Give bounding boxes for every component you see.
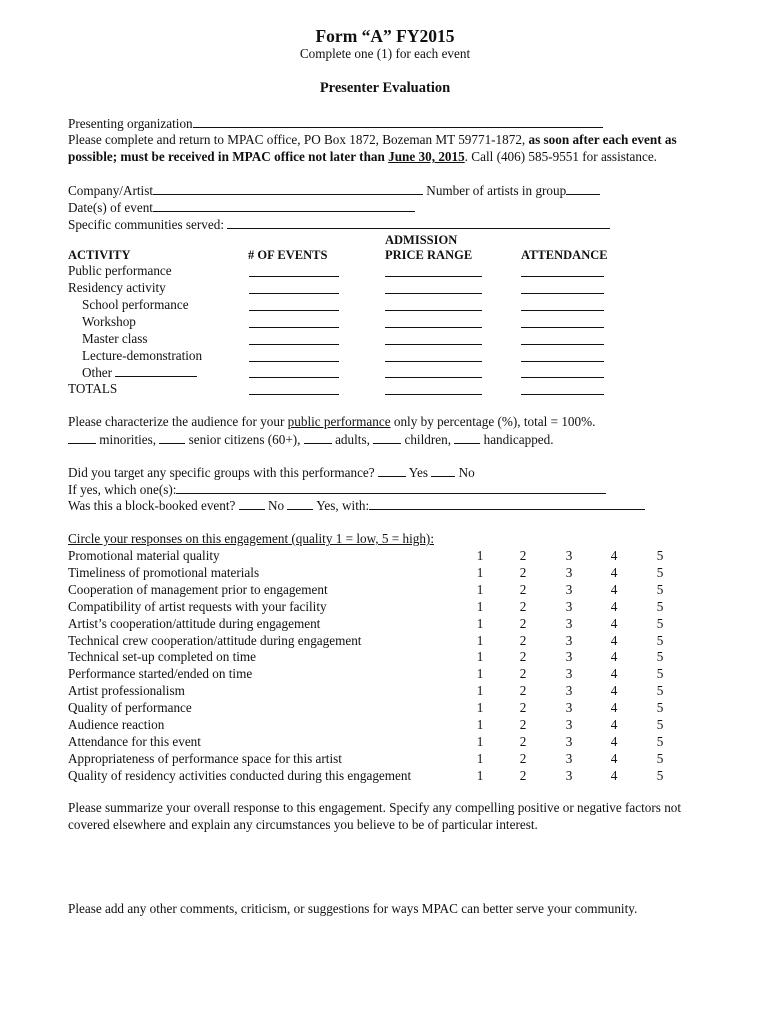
- rating-option-2[interactable]: 2: [519, 768, 527, 783]
- rating-option-3[interactable]: 3: [565, 768, 573, 783]
- rating-item-label: Compatibility of artist requests with your facility: [68, 599, 327, 614]
- col-admission-2: PRICE RANGE: [385, 248, 473, 262]
- intro-line-1: [68, 132, 677, 148]
- summary-line-1: Please summarize your overall response to this engagement. Specify any compelling positive or negative factors not: [68, 800, 682, 815]
- summary-line-2: covered elsewhere and explain any circumstances you believe to be of particular interest.: [68, 817, 538, 832]
- rating-item-label: Technical crew cooperation/attitude during engagement: [68, 633, 362, 648]
- activity-row-label: School performance: [82, 297, 189, 312]
- col-attendance: ATTENDANCE: [521, 248, 608, 262]
- rating-option-5[interactable]: 5: [656, 666, 664, 681]
- audience-line-2: [68, 431, 554, 448]
- activity-other-row: [82, 364, 197, 381]
- rating-option-3[interactable]: 3: [565, 751, 573, 766]
- communities-label: Specific communities served:: [68, 217, 225, 232]
- block-booked-question: Was this a block-booked event?: [68, 498, 236, 513]
- minorities-field[interactable]: [68, 431, 96, 444]
- target-yes-field[interactable]: [378, 464, 406, 477]
- block-booked-with-field[interactable]: [369, 497, 645, 510]
- rating-option-4[interactable]: 4: [610, 683, 618, 698]
- rating-option-3[interactable]: 3: [565, 734, 573, 749]
- audience-text-underlined: public performance: [287, 414, 391, 429]
- audience-text-a: Please characterize the audience for your: [68, 414, 285, 429]
- rating-option-4[interactable]: 4: [610, 548, 618, 563]
- events-field[interactable]: [249, 327, 339, 328]
- rating-option-2[interactable]: 2: [519, 616, 527, 631]
- form-subtitle: Complete one (1) for each event: [299, 46, 471, 61]
- handicapped-field[interactable]: [454, 431, 480, 444]
- company-artist-label: Company/Artist: [68, 183, 153, 198]
- events-field[interactable]: [249, 394, 339, 395]
- rating-item-label: Quality of residency activities conducted during this engagement: [68, 768, 412, 783]
- events-field[interactable]: [249, 377, 339, 378]
- rating-option-4[interactable]: 4: [610, 751, 618, 766]
- rating-option-3[interactable]: 3: [565, 582, 573, 597]
- rating-item-label: Artist professionalism: [68, 683, 185, 698]
- rating-item-label: Artist’s cooperation/attitude during engagement: [68, 616, 321, 631]
- rating-option-5[interactable]: 5: [656, 582, 664, 597]
- rating-option-2[interactable]: 2: [519, 565, 527, 580]
- rating-option-1[interactable]: 1: [476, 599, 484, 614]
- communities-row: [68, 216, 610, 233]
- price-field[interactable]: [385, 276, 482, 277]
- audience-text-b: only by percentage (%), total = 100%.: [393, 414, 596, 429]
- events-field[interactable]: [249, 361, 339, 362]
- number-of-artists-field[interactable]: [566, 182, 600, 195]
- target-row: [68, 464, 475, 481]
- company-artist-field[interactable]: [153, 182, 423, 195]
- rating-option-4[interactable]: 4: [610, 582, 618, 597]
- events-field[interactable]: [249, 293, 339, 294]
- rating-option-4[interactable]: 4: [610, 599, 618, 614]
- attendance-field[interactable]: [521, 310, 604, 311]
- section-title: Presenter Evaluation: [319, 80, 451, 96]
- rating-item-label: Attendance for this event: [68, 734, 201, 749]
- attendance-field[interactable]: [521, 327, 604, 328]
- rating-option-1[interactable]: 1: [476, 666, 484, 681]
- intro-line-1-text: Please complete and return to MPAC office, PO Box 1872, Bozeman MT 59771-1872,: [68, 132, 526, 147]
- rating-option-5[interactable]: 5: [656, 633, 664, 648]
- which-label: If yes, which one(s):: [68, 482, 177, 497]
- presenting-org-label: Presenting organization: [68, 116, 193, 131]
- rating-option-5[interactable]: 5: [656, 683, 664, 698]
- attendance-field[interactable]: [521, 377, 604, 378]
- rating-option-1[interactable]: 1: [476, 582, 484, 597]
- activity-row-label: Public performance: [68, 263, 172, 278]
- block-booked-no-field[interactable]: [239, 497, 265, 510]
- rating-option-1[interactable]: 1: [476, 683, 484, 698]
- rating-option-3[interactable]: 3: [565, 616, 573, 631]
- rating-option-1[interactable]: 1: [476, 616, 484, 631]
- seniors-label: senior citizens (60+),: [188, 432, 301, 447]
- adults-label: adults,: [335, 432, 370, 447]
- col-events: # OF EVENTS: [248, 248, 328, 262]
- price-field[interactable]: [385, 344, 482, 345]
- ratings-instruction: Circle your responses on this engagement (quality 1 = low, 5 = high):: [68, 531, 434, 546]
- presenting-org-row: [68, 115, 603, 132]
- deadline-date: June 30, 2015: [388, 149, 465, 164]
- price-field[interactable]: [385, 293, 482, 294]
- attendance-field[interactable]: [521, 276, 604, 277]
- rating-option-5[interactable]: 5: [656, 751, 664, 766]
- rating-option-5[interactable]: 5: [656, 565, 664, 580]
- rating-option-3[interactable]: 3: [565, 633, 573, 648]
- activity-row-label: Residency activity: [68, 280, 166, 295]
- handicapped-label: handicapped.: [483, 432, 554, 447]
- rating-option-4[interactable]: 4: [610, 717, 618, 732]
- events-field[interactable]: [249, 310, 339, 311]
- block-booked-no-label: No: [268, 498, 285, 513]
- col-admission-1: ADMISSION: [385, 233, 458, 247]
- target-question: Did you target any specific groups with this performance?: [68, 465, 375, 480]
- minorities-label: minorities,: [99, 432, 157, 447]
- form-title: Form “A” FY2015: [315, 26, 455, 46]
- price-field[interactable]: [385, 377, 482, 378]
- attendance-field[interactable]: [521, 394, 604, 395]
- dates-field[interactable]: [153, 199, 415, 212]
- communities-field[interactable]: [227, 216, 610, 229]
- rating-option-5[interactable]: 5: [656, 734, 664, 749]
- activity-row-label: TOTALS: [68, 381, 118, 396]
- price-field[interactable]: [385, 327, 482, 328]
- rating-item-label: Appropriateness of performance space for this artist: [68, 751, 342, 766]
- rating-option-5[interactable]: 5: [656, 599, 664, 614]
- rating-option-2[interactable]: 2: [519, 649, 527, 664]
- rating-option-2[interactable]: 2: [519, 717, 527, 732]
- seniors-field[interactable]: [159, 431, 185, 444]
- rating-option-2[interactable]: 2: [519, 683, 527, 698]
- intro-line-2-bold: possible; must be received in MPAC office not later than: [68, 149, 385, 164]
- rating-option-5[interactable]: 5: [656, 616, 664, 631]
- rating-option-5[interactable]: 5: [656, 717, 664, 732]
- price-field[interactable]: [385, 394, 482, 395]
- col-activity: ACTIVITY: [68, 248, 131, 262]
- rating-item-label: Technical set-up completed on time: [68, 649, 257, 664]
- rating-item-label: Cooperation of management prior to engagement: [68, 582, 328, 597]
- events-field[interactable]: [249, 344, 339, 345]
- activity-row-label: Lecture-demonstration: [82, 348, 203, 363]
- activity-row-label: Other: [82, 365, 113, 380]
- activity-row-label: Workshop: [82, 314, 136, 329]
- rating-option-2[interactable]: 2: [519, 599, 527, 614]
- attendance-field[interactable]: [521, 344, 604, 345]
- number-of-artists-label: Number of artists in group: [426, 183, 567, 198]
- block-booked-yes-field[interactable]: [287, 497, 313, 510]
- rating-option-4[interactable]: 4: [610, 633, 618, 648]
- rating-option-4[interactable]: 4: [610, 616, 618, 631]
- rating-option-2[interactable]: 2: [519, 666, 527, 681]
- rating-item-label: Performance started/ended on time: [68, 666, 253, 681]
- which-field[interactable]: [176, 481, 606, 494]
- rating-option-4[interactable]: 4: [610, 734, 618, 749]
- rating-option-1[interactable]: 1: [476, 565, 484, 580]
- rating-option-3[interactable]: 3: [565, 666, 573, 681]
- rating-option-1[interactable]: 1: [476, 633, 484, 648]
- rating-option-1[interactable]: 1: [476, 734, 484, 749]
- rating-option-2[interactable]: 2: [519, 633, 527, 648]
- rating-option-4[interactable]: 4: [610, 768, 618, 783]
- target-yes-label: Yes: [408, 465, 428, 480]
- price-field[interactable]: [385, 361, 482, 362]
- other-activity-field[interactable]: [115, 364, 197, 377]
- rating-item-label: Timeliness of promotional materials: [68, 565, 260, 580]
- rating-option-2[interactable]: 2: [519, 700, 527, 715]
- rating-item-label: Promotional material quality: [68, 548, 220, 563]
- rating-item-label: Quality of performance: [68, 700, 192, 715]
- rating-option-3[interactable]: 3: [565, 649, 573, 664]
- rating-option-5[interactable]: 5: [656, 548, 664, 563]
- price-field[interactable]: [385, 310, 482, 311]
- audience-line-1: [68, 414, 595, 430]
- rating-option-5[interactable]: 5: [656, 649, 664, 664]
- rating-option-3[interactable]: 3: [565, 717, 573, 732]
- rating-option-1[interactable]: 1: [476, 649, 484, 664]
- intro-line-1-bold: as soon after each event as: [528, 132, 677, 147]
- rating-option-2[interactable]: 2: [519, 734, 527, 749]
- rating-option-3[interactable]: 3: [565, 700, 573, 715]
- children-label: children,: [404, 432, 451, 447]
- children-field[interactable]: [373, 431, 401, 444]
- rating-option-1[interactable]: 1: [476, 548, 484, 563]
- rating-option-4[interactable]: 4: [610, 649, 618, 664]
- rating-option-3[interactable]: 3: [565, 565, 573, 580]
- rating-option-4[interactable]: 4: [610, 565, 618, 580]
- attendance-field[interactable]: [521, 361, 604, 362]
- rating-item-label: Audience reaction: [68, 717, 165, 732]
- intro-line-2: [68, 149, 657, 165]
- rating-option-1[interactable]: 1: [476, 768, 484, 783]
- dates-row: [68, 199, 415, 216]
- target-no-label: No: [458, 465, 475, 480]
- rating-option-1[interactable]: 1: [476, 700, 484, 715]
- company-artist-row: [68, 182, 600, 199]
- rating-option-2[interactable]: 2: [519, 582, 527, 597]
- dates-label: Date(s) of event: [68, 200, 153, 215]
- rating-option-5[interactable]: 5: [656, 768, 664, 783]
- target-no-field[interactable]: [431, 464, 455, 477]
- rating-option-3[interactable]: 3: [565, 683, 573, 698]
- rating-option-3[interactable]: 3: [565, 599, 573, 614]
- block-booked-yes-label: Yes, with:: [316, 498, 370, 513]
- rating-option-4[interactable]: 4: [610, 666, 618, 681]
- events-field[interactable]: [249, 276, 339, 277]
- rating-option-1[interactable]: 1: [476, 717, 484, 732]
- presenting-org-field[interactable]: [193, 115, 603, 128]
- rating-option-2[interactable]: 2: [519, 751, 527, 766]
- comments-prompt: Please add any other comments, criticism, or suggestions for ways MPAC can better serve your community.: [68, 901, 638, 916]
- which-row: [68, 481, 606, 498]
- rating-option-4[interactable]: 4: [610, 700, 618, 715]
- attendance-field[interactable]: [521, 293, 604, 294]
- activity-row-label: Master class: [82, 331, 148, 346]
- rating-option-5[interactable]: 5: [656, 700, 664, 715]
- rating-option-3[interactable]: 3: [565, 548, 573, 563]
- rating-option-2[interactable]: 2: [519, 548, 527, 563]
- rating-option-1[interactable]: 1: [476, 751, 484, 766]
- intro-line-2-text: . Call (406) 585-9551 for assistance.: [464, 149, 657, 164]
- block-booked-row: [68, 497, 645, 514]
- adults-field[interactable]: [304, 431, 332, 444]
